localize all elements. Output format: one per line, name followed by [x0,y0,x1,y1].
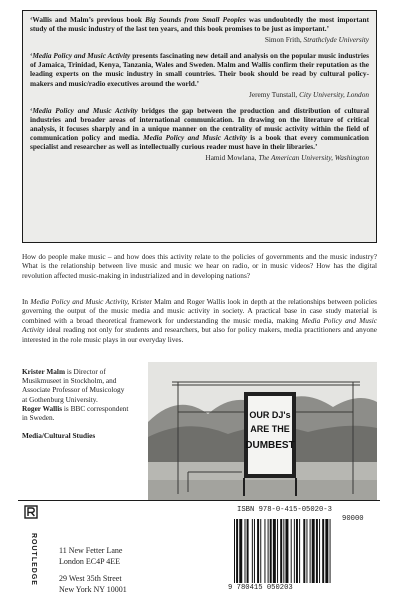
isbn-number: ISBN 978-0-415-05020-3 [237,506,332,514]
barcode-bar [260,519,261,583]
bus-shelter-photo [148,362,377,500]
barcode-bar [268,519,269,583]
barcode-bar [270,519,272,583]
barcode-bar [236,519,238,583]
barcode-bar [264,519,265,583]
barcode-bar [316,519,318,583]
review-attribution-1: Simon Frith, Strathclyde University [264,35,369,45]
review-quote-2: ‘Media Policy and Music Activity presents fascinating new detail and analysis on the popular music industries of Jamaica, Trinidad, Kenya, Tanzania, Wales and Sweden. Malm and Wallis confirm their reputation as the leading experts on the music industry in small countries. Their book should be read by cultural policy-makers and music/radio executives around the world.’ [30,51,369,88]
barcode-bar [283,519,284,583]
barcode-bar [291,519,292,583]
barcode-bar [239,519,242,583]
barcode-bar [294,519,295,583]
barcode-bar [257,519,259,583]
divider-rule [18,500,380,501]
barcode-bar [285,519,288,583]
barcode-bar [245,519,246,583]
barcode-bar [325,519,328,583]
author-bio: Krister Malm is Director of Musikmuseet in Stockholm, and Associate Professor of Musicology at Gothenburg University. Roger Wallis is BBC correspondent in Sweden. [22,367,129,423]
poster-line-1: OUR DJ's [249,410,291,420]
barcode-bar [280,519,282,583]
barcode-bar [273,519,276,583]
blurb-paragraph-2: In Media Policy and Music Activity, Krister Malm and Roger Wallis look in depth at the relationships between policies governing the output of the music media and music activity in society. A practical base in case study material is combined with a broad theoretical framework for understanding the music media, making Media Policy and Music Activity ideal reading not only for students and researchers, but also for policy makers, media practitioners and anyone interested in the role music plays in our everyday lives. [22,297,377,344]
barcode-bar [322,519,324,583]
review-quotes-box [22,10,377,243]
blurb-paragraph-1: How do people make music – and how does this activity relate to the policies of governments and the music industry? What is the relationship between live music and music we hear on radio, or in music videos? How has the digital revolution affected music-making in industrialized and in developing nations? [22,252,377,280]
review-attribution-2: Jeremy Tunstall, City University, London [248,89,369,99]
review-attribution-3: Hamid Mowlana, The American University, Washington [205,153,369,163]
barcode-bar [312,519,315,583]
barcode-bar [277,519,278,583]
barcode-bar [303,519,305,583]
publisher-address-new-york: 29 West 35th Street New York NY 10001 [59,574,127,594]
barcode-bar [306,519,307,583]
routledge-r-logo-icon [24,505,38,519]
barcode-digits: 9 780415 050203 [228,584,293,592]
barcode-icon [232,517,378,585]
subject-category: Media/Cultural Studies [22,431,96,440]
barcode-bar [299,519,300,583]
barcode-bar [296,519,298,583]
publisher-address-london: 11 New Fetter Lane London EC4P 4EE [59,546,123,566]
barcode-bar [319,519,320,583]
barcode-bar [330,519,331,583]
barcode-bar [254,519,255,583]
poster-line-2: ARE THE [250,424,290,434]
price-code: 90000 [342,515,364,523]
poster-line-3: DUMBEST [245,440,295,451]
review-quote-1: ‘Wallis and Malm’s previous book Big Sounds from Small Peoples was undoubtedly the most important study of the music industry of the last ten years, and this book promises to be just as important.’ [30,15,370,34]
barcode-bar [247,519,249,583]
barcode-bar [234,519,235,583]
barcode-bar [252,519,253,583]
review-quote-3: ‘Media Policy and Music Activity bridges the gap between the production and distribution of cultural industries and broader areas of international communication. In drawing on the literature of critical analysis, it focuses sharply and in a unique manner on the centrality of music activity within the field of communication policy and media. Media Policy and Music Activity is a book that every communication specialist and researcher as well as intellectually curious reader must have in their libraries.’ [30,105,369,152]
publisher-name: ROUTLEDGE [30,533,37,586]
barcode-bar [310,519,311,583]
